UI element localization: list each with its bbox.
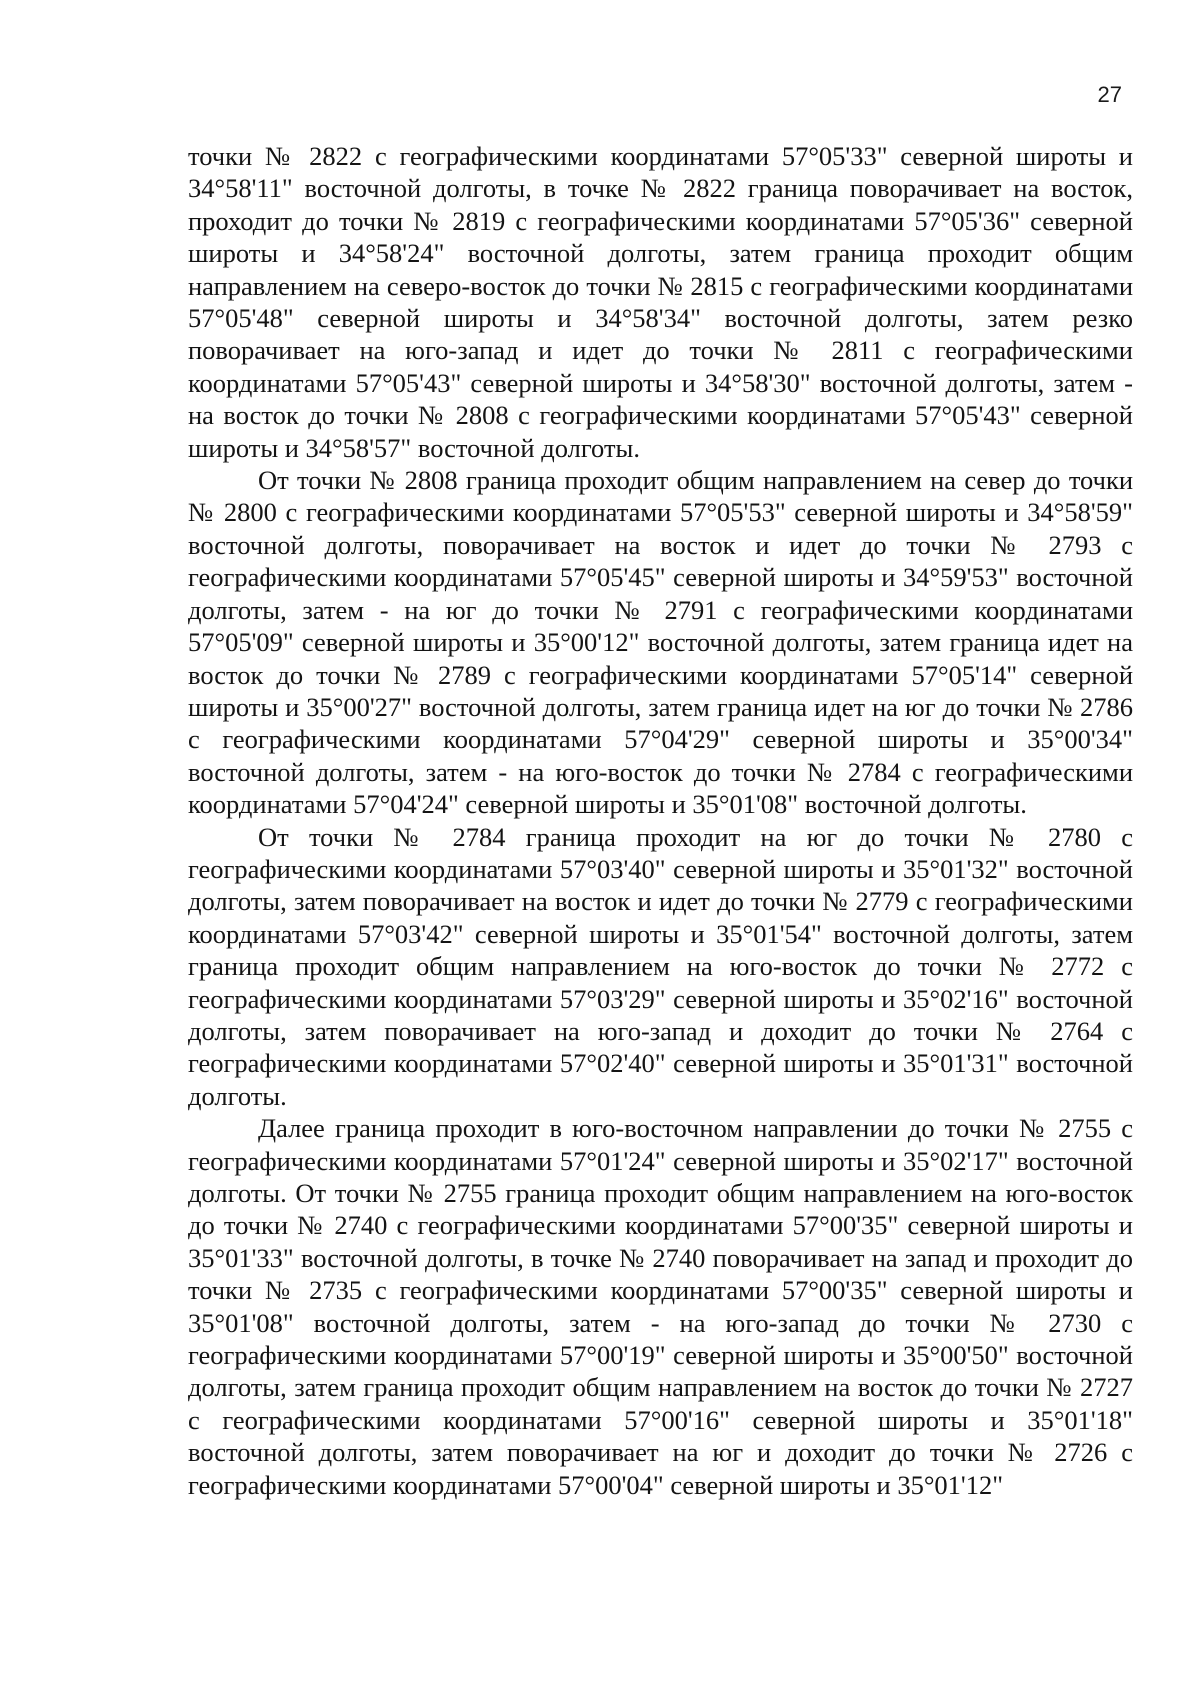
paragraph-4: Далее граница проходит в юго-восточном направлении до точки № 2755 с географическими координатами 57°01'24" северной широты и 35°02'17" восточной долготы. От точки № 2755 граница проходит общим направлением на юго-восток до точки № 2740 с географическими координатами 57°00'35" северной широты и 35°01'33" восточной долготы, в точке № 2740 поворачивает на запад и проходит до точки № 2735 с географическими координатами 57°00'35" северной широты и 35°01'08" восточной долготы, затем - на юго-запад до точки № 2730 с географическими координатами 57°00'19" северной широты и 35°00'50" восточной долготы, затем граница проходит общим направлением на восток до точки № 2727 с географическими координатами 57°00'16" северной широты и 35°01'18" восточной долготы, затем поворачивает на юг и доходит до точки № 2726 с географическими координатами 57°00'04" северной широты и 35°01'12" [188,1113,1133,1500]
document-body [188,140,1133,1501]
paragraph-2: От точки № 2808 граница проходит общим направлением на север до точки № 2800 с географическими координатами 57°05'53" северной широты и 34°58'59" восточной долготы, поворачивает на восток и идет до точки № 2793 с географическими координатами 57°05'45" северной широты и 34°59'53" восточной долготы, затем - на юг до точки № 2791 с географическими координатами 57°05'09" северной широты и 35°00'12" восточной долготы, затем граница идет на восток до точки № 2789 с географическими координатами 57°05'14" северной широты и 35°00'27" восточной долготы, затем граница идет на юг до точки № 2786 с географическими координатами 57°04'29" северной широты и 35°00'34" восточной долготы, затем - на юго-восток до точки № 2784 с географическими координатами 57°04'24" северной широты и 35°01'08" восточной долготы. [188,465,1133,820]
page-number: 27 [1097,82,1122,107]
paragraph-1: точки № 2822 с географическими координатами 57°05'33" северной широты и 34°58'11" восточной долготы, в точке № 2822 граница поворачивает на восток, проходит до точки № 2819 с географическими координатами 57°05'36" северной широты и 34°58'24" восточной долготы, затем граница проходит общим направлением на северо-восток до точки № 2815 с географическими координатами 57°05'48" северной широты и 34°58'34" восточной долготы, затем резко поворачивает на юго-запад и идет до точки № 2811 с географическими координатами 57°05'43" северной широты и 34°58'30" восточной долготы, затем - на восток до точки № 2808 с географическими координатами 57°05'43" северной широты и 34°58'57" восточной долготы. [188,141,1133,463]
paragraph-3: От точки № 2784 граница проходит на юг до точки № 2780 с географическими координатами 57°03'40" северной широты и 35°01'32" восточной долготы, затем поворачивает на восток и идет до точки № 2779 с географическими координатами 57°03'42" северной широты и 35°01'54" восточной долготы, затем граница проходит общим направлением на юго-восток до точки № 2772 с географическими координатами 57°03'29" северной широты и 35°02'16" восточной долготы, затем поворачивает на юго-запад и доходит до точки № 2764 с географическими координатами 57°02'40" северной широты и 35°01'31" восточной долготы. [188,821,1133,1111]
